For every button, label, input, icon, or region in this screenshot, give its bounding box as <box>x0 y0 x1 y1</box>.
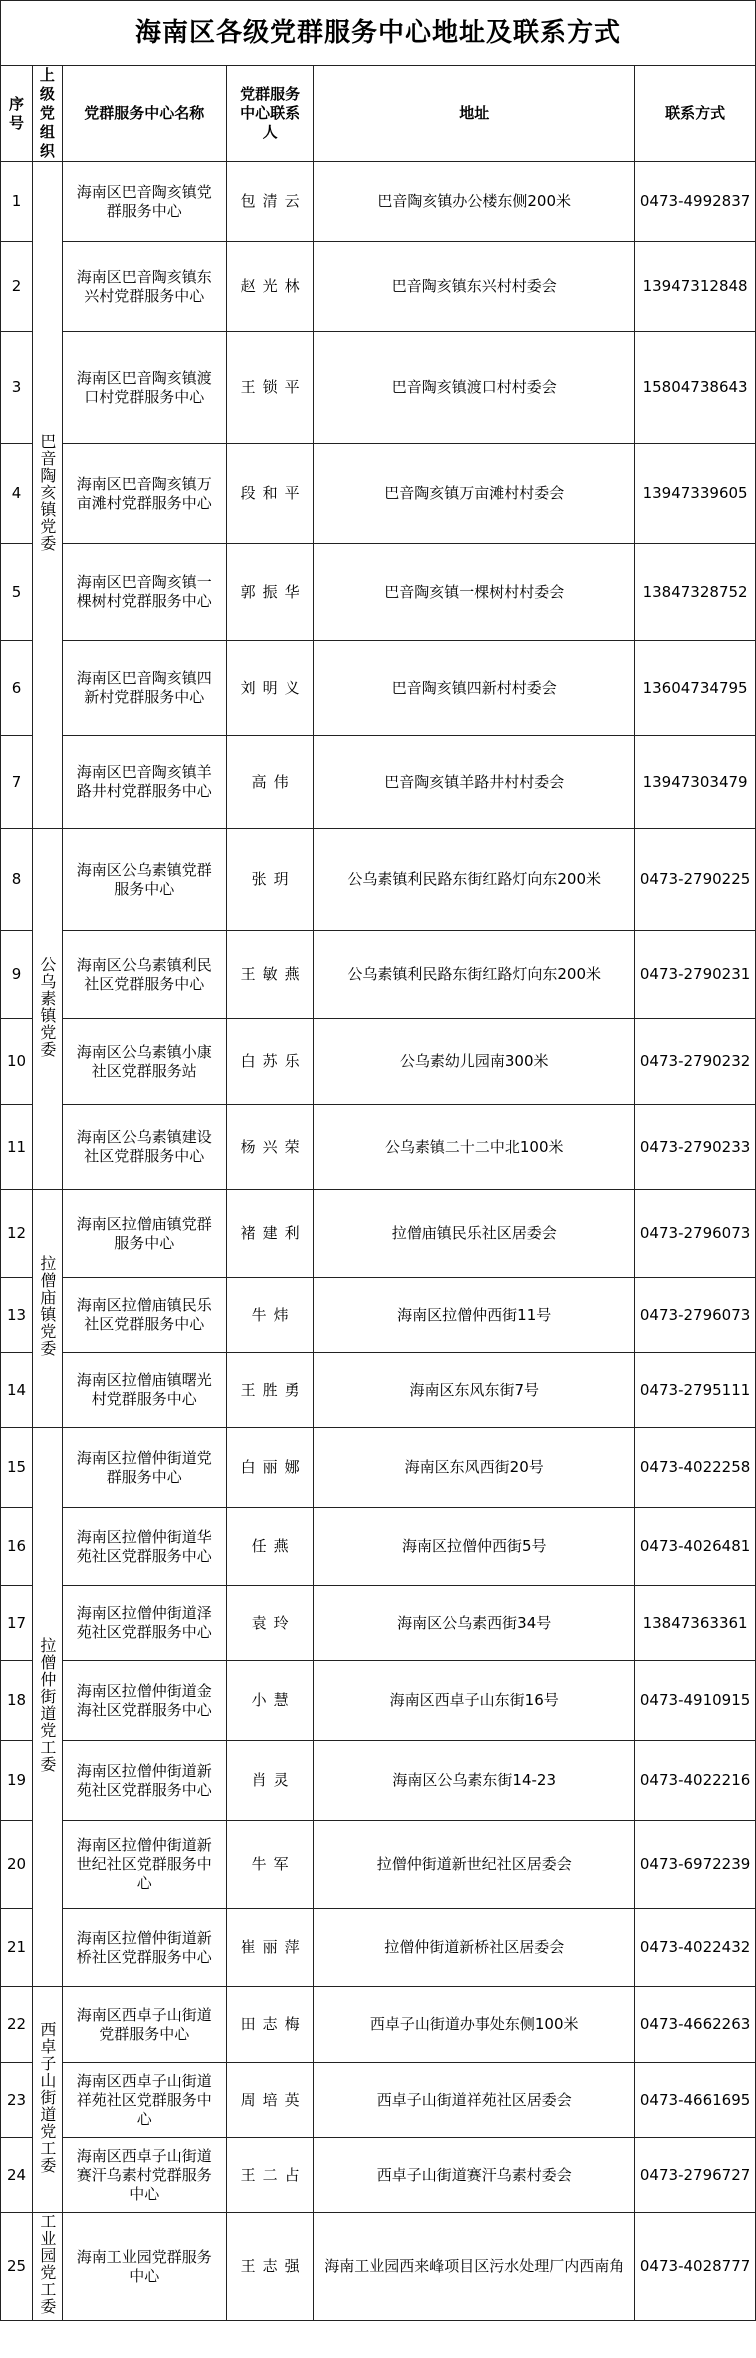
center-address: 海南区公乌素东街14-23 <box>314 1741 635 1821</box>
header-phone: 联系方式 <box>635 66 756 162</box>
row-number: 5 <box>1 544 33 641</box>
contact-person: 田志梅 <box>226 1987 313 2063</box>
row-number: 11 <box>1 1105 33 1190</box>
table-body <box>1 162 756 2321</box>
center-address: 巴音陶亥镇渡口村村委会 <box>314 332 635 444</box>
table-row <box>1 2138 756 2213</box>
table-row <box>1 1741 756 1821</box>
contact-phone: 0473-4910915 <box>635 1661 756 1741</box>
center-address: 巴音陶亥镇羊路井村村委会 <box>314 736 635 829</box>
parent-org-label: 拉僧庙镇党委 <box>37 1255 57 1357</box>
contact-phone: 0473-2790232 <box>635 1019 756 1105</box>
center-name: 海南工业园党群服务中心 <box>62 2213 226 2321</box>
row-number: 9 <box>1 931 33 1019</box>
table-row <box>1 1987 756 2063</box>
center-name: 海南区拉僧庙镇民乐社区党群服务中心 <box>62 1278 226 1353</box>
parent-org-label: 巴音陶亥镇党委 <box>37 433 57 552</box>
contact-person: 郭振华 <box>226 544 313 641</box>
table-row <box>1 1661 756 1741</box>
contact-person: 包清云 <box>226 162 313 242</box>
contact-person: 赵光林 <box>226 242 313 332</box>
contact-phone: 0473-4026481 <box>635 1508 756 1586</box>
center-address: 公乌素镇利民路东街红路灯向东200米 <box>314 931 635 1019</box>
table-row <box>1 1190 756 1278</box>
contact-person: 任燕 <box>226 1508 313 1586</box>
header-address: 地址 <box>314 66 635 162</box>
contact-person: 段和平 <box>226 444 313 544</box>
row-number: 4 <box>1 444 33 544</box>
center-name: 海南区拉僧庙镇曙光村党群服务中心 <box>62 1353 226 1428</box>
center-address: 海南区拉僧仲西街5号 <box>314 1508 635 1586</box>
center-address: 拉僧仲街道新世纪社区居委会 <box>314 1821 635 1909</box>
row-number: 8 <box>1 829 33 931</box>
parent-org-label: 拉僧仲街道党工委 <box>37 1636 57 1773</box>
contact-person: 周培英 <box>226 2063 313 2138</box>
center-name: 海南区巴音陶亥镇羊路井村党群服务中心 <box>62 736 226 829</box>
parent-org-label: 西卓子山街道党工委 <box>37 2020 57 2174</box>
table-row <box>1 444 756 544</box>
parent-org <box>33 2213 63 2321</box>
row-number: 25 <box>1 2213 33 2321</box>
table-row <box>1 1586 756 1661</box>
table-row <box>1 1278 756 1353</box>
center-address: 巴音陶亥镇东兴村村委会 <box>314 242 635 332</box>
center-name: 海南区公乌素镇小康社区党群服务站 <box>62 1019 226 1105</box>
center-address: 海南区东风西街20号 <box>314 1428 635 1508</box>
row-number: 18 <box>1 1661 33 1741</box>
row-number: 14 <box>1 1353 33 1428</box>
header-name: 党群服务中心名称 <box>62 66 226 162</box>
center-name: 海南区拉僧仲街道金海社区党群服务中心 <box>62 1661 226 1741</box>
contact-phone: 0473-2796727 <box>635 2138 756 2213</box>
center-address: 西卓子山街道祥苑社区居委会 <box>314 2063 635 2138</box>
table-row <box>1 1019 756 1105</box>
center-address: 西卓子山街道办事处东侧100米 <box>314 1987 635 2063</box>
header-seq: 序号 <box>1 66 33 162</box>
table-row <box>1 641 756 736</box>
header-contact: 党群服务中心联系人 <box>226 66 313 162</box>
contact-person: 高伟 <box>226 736 313 829</box>
contact-phone: 0473-2796073 <box>635 1190 756 1278</box>
table-row <box>1 2213 756 2321</box>
center-name: 海南区西卓子山街道赛汗乌素村党群服务中心 <box>62 2138 226 2213</box>
row-number: 2 <box>1 242 33 332</box>
row-number: 23 <box>1 2063 33 2138</box>
center-address: 巴音陶亥镇万亩滩村村委会 <box>314 444 635 544</box>
contact-phone: 0473-4992837 <box>635 162 756 242</box>
contact-phone: 0473-4022258 <box>635 1428 756 1508</box>
contact-person: 刘明义 <box>226 641 313 736</box>
contact-phone: 13604734795 <box>635 641 756 736</box>
center-address: 拉僧庙镇民乐社区居委会 <box>314 1190 635 1278</box>
center-name: 海南区拉僧庙镇党群服务中心 <box>62 1190 226 1278</box>
row-number: 21 <box>1 1909 33 1987</box>
center-name: 海南区巴音陶亥镇渡口村党群服务中心 <box>62 332 226 444</box>
contact-person: 白苏乐 <box>226 1019 313 1105</box>
contact-phone: 13947303479 <box>635 736 756 829</box>
row-number: 17 <box>1 1586 33 1661</box>
contact-phone: 13847363361 <box>635 1586 756 1661</box>
row-number: 10 <box>1 1019 33 1105</box>
row-number: 3 <box>1 332 33 444</box>
center-name: 海南区巴音陶亥镇党群服务中心 <box>62 162 226 242</box>
row-number: 15 <box>1 1428 33 1508</box>
table-row <box>1 544 756 641</box>
contact-phone: 15804738643 <box>635 332 756 444</box>
contact-person: 杨兴荣 <box>226 1105 313 1190</box>
table-row <box>1 332 756 444</box>
center-name: 海南区巴音陶亥镇东兴村党群服务中心 <box>62 242 226 332</box>
contact-phone: 13947339605 <box>635 444 756 544</box>
contact-phone: 0473-4661695 <box>635 2063 756 2138</box>
contact-person: 肖灵 <box>226 1741 313 1821</box>
parent-org <box>33 829 63 1190</box>
center-address: 公乌素幼儿园南300米 <box>314 1019 635 1105</box>
center-name: 海南区西卓子山街道祥苑社区党群服务中心 <box>62 2063 226 2138</box>
contact-person: 张玥 <box>226 829 313 931</box>
parent-org <box>33 1428 63 1987</box>
contact-phone: 0473-4022432 <box>635 1909 756 1987</box>
center-address: 海南区西卓子山东街16号 <box>314 1661 635 1741</box>
contact-phone: 0473-4022216 <box>635 1741 756 1821</box>
table-row <box>1 1105 756 1190</box>
table-row <box>1 162 756 242</box>
contact-person: 王志强 <box>226 2213 313 2321</box>
row-number: 13 <box>1 1278 33 1353</box>
center-address: 西卓子山街道赛汗乌素村委会 <box>314 2138 635 2213</box>
center-name: 海南区公乌素镇利民社区党群服务中心 <box>62 931 226 1019</box>
center-name: 海南区拉僧仲街道新苑社区党群服务中心 <box>62 1741 226 1821</box>
parent-org <box>33 162 63 829</box>
contact-phone: 0473-6972239 <box>635 1821 756 1909</box>
contact-person: 白丽娜 <box>226 1428 313 1508</box>
contact-phone: 13847328752 <box>635 544 756 641</box>
row-number: 16 <box>1 1508 33 1586</box>
center-address: 巴音陶亥镇一棵树村村委会 <box>314 544 635 641</box>
table-row <box>1 1508 756 1586</box>
table-row <box>1 931 756 1019</box>
contact-phone: 0473-4028777 <box>635 2213 756 2321</box>
contact-phone: 0473-2790225 <box>635 829 756 931</box>
row-number: 12 <box>1 1190 33 1278</box>
table-row <box>1 1909 756 1987</box>
row-number: 1 <box>1 162 33 242</box>
row-number: 20 <box>1 1821 33 1909</box>
center-name: 海南区巴音陶亥镇万亩滩村党群服务中心 <box>62 444 226 544</box>
contact-person: 王胜勇 <box>226 1353 313 1428</box>
table-row <box>1 1353 756 1428</box>
table-row <box>1 736 756 829</box>
parent-org-label: 公乌素镇党委 <box>37 955 57 1058</box>
center-name: 海南区巴音陶亥镇四新村党群服务中心 <box>62 641 226 736</box>
center-address: 海南区东风东街7号 <box>314 1353 635 1428</box>
center-name: 海南区西卓子山街道党群服务中心 <box>62 1987 226 2063</box>
contact-person: 王二占 <box>226 2138 313 2213</box>
contact-phone: 0473-2796073 <box>635 1278 756 1353</box>
row-number: 6 <box>1 641 33 736</box>
center-name: 海南区巴音陶亥镇一棵树村党群服务中心 <box>62 544 226 641</box>
contact-person: 王敏燕 <box>226 931 313 1019</box>
contact-person: 牛军 <box>226 1821 313 1909</box>
contact-person: 褚建利 <box>226 1190 313 1278</box>
center-name: 海南区拉僧仲街道党群服务中心 <box>62 1428 226 1508</box>
contact-phone: 0473-2795111 <box>635 1353 756 1428</box>
contact-phone: 0473-2790233 <box>635 1105 756 1190</box>
contact-person: 王锁平 <box>226 332 313 444</box>
table-row <box>1 2063 756 2138</box>
parent-org <box>33 1190 63 1428</box>
center-name: 海南区拉僧仲街道泽苑社区党群服务中心 <box>62 1586 226 1661</box>
table-row <box>1 829 756 931</box>
center-address: 拉僧仲街道新桥社区居委会 <box>314 1909 635 1987</box>
center-address: 巴音陶亥镇四新村村委会 <box>314 641 635 736</box>
row-number: 7 <box>1 736 33 829</box>
contact-person: 牛炜 <box>226 1278 313 1353</box>
contact-phone: 0473-2790231 <box>635 931 756 1019</box>
center-name: 海南区公乌素镇党群服务中心 <box>62 829 226 931</box>
center-address: 海南区公乌素西街34号 <box>314 1586 635 1661</box>
contact-person: 小慧 <box>226 1661 313 1741</box>
contact-person: 崔丽萍 <box>226 1909 313 1987</box>
parent-org <box>33 1987 63 2213</box>
center-address: 海南区拉僧仲西街11号 <box>314 1278 635 1353</box>
row-number: 24 <box>1 2138 33 2213</box>
center-address: 海南工业园西来峰项目区污水处理厂内西南角 <box>314 2213 635 2321</box>
row-number: 22 <box>1 1987 33 2063</box>
header-org: 上级党组织 <box>33 66 63 162</box>
table-row <box>1 242 756 332</box>
contact-person: 袁玲 <box>226 1586 313 1661</box>
table-row <box>1 1821 756 1909</box>
center-address: 巴音陶亥镇办公楼东侧200米 <box>314 162 635 242</box>
center-name: 海南区拉僧仲街道新桥社区党群服务中心 <box>62 1909 226 1987</box>
table-row <box>1 1428 756 1508</box>
row-number: 19 <box>1 1741 33 1821</box>
center-address: 公乌素镇二十二中北100米 <box>314 1105 635 1190</box>
parent-org-label: 工业园党工委 <box>37 2213 57 2315</box>
center-address: 公乌素镇利民路东街红路灯向东200米 <box>314 829 635 931</box>
contact-phone: 0473-4662263 <box>635 1987 756 2063</box>
page-title: 海南区各级党群服务中心地址及联系方式 <box>1 1 756 66</box>
center-name: 海南区拉僧仲街道华苑社区党群服务中心 <box>62 1508 226 1586</box>
center-name: 海南区拉僧仲街道新世纪社区党群服务中心 <box>62 1821 226 1909</box>
center-name: 海南区公乌素镇建设社区党群服务中心 <box>62 1105 226 1190</box>
contact-phone: 13947312848 <box>635 242 756 332</box>
